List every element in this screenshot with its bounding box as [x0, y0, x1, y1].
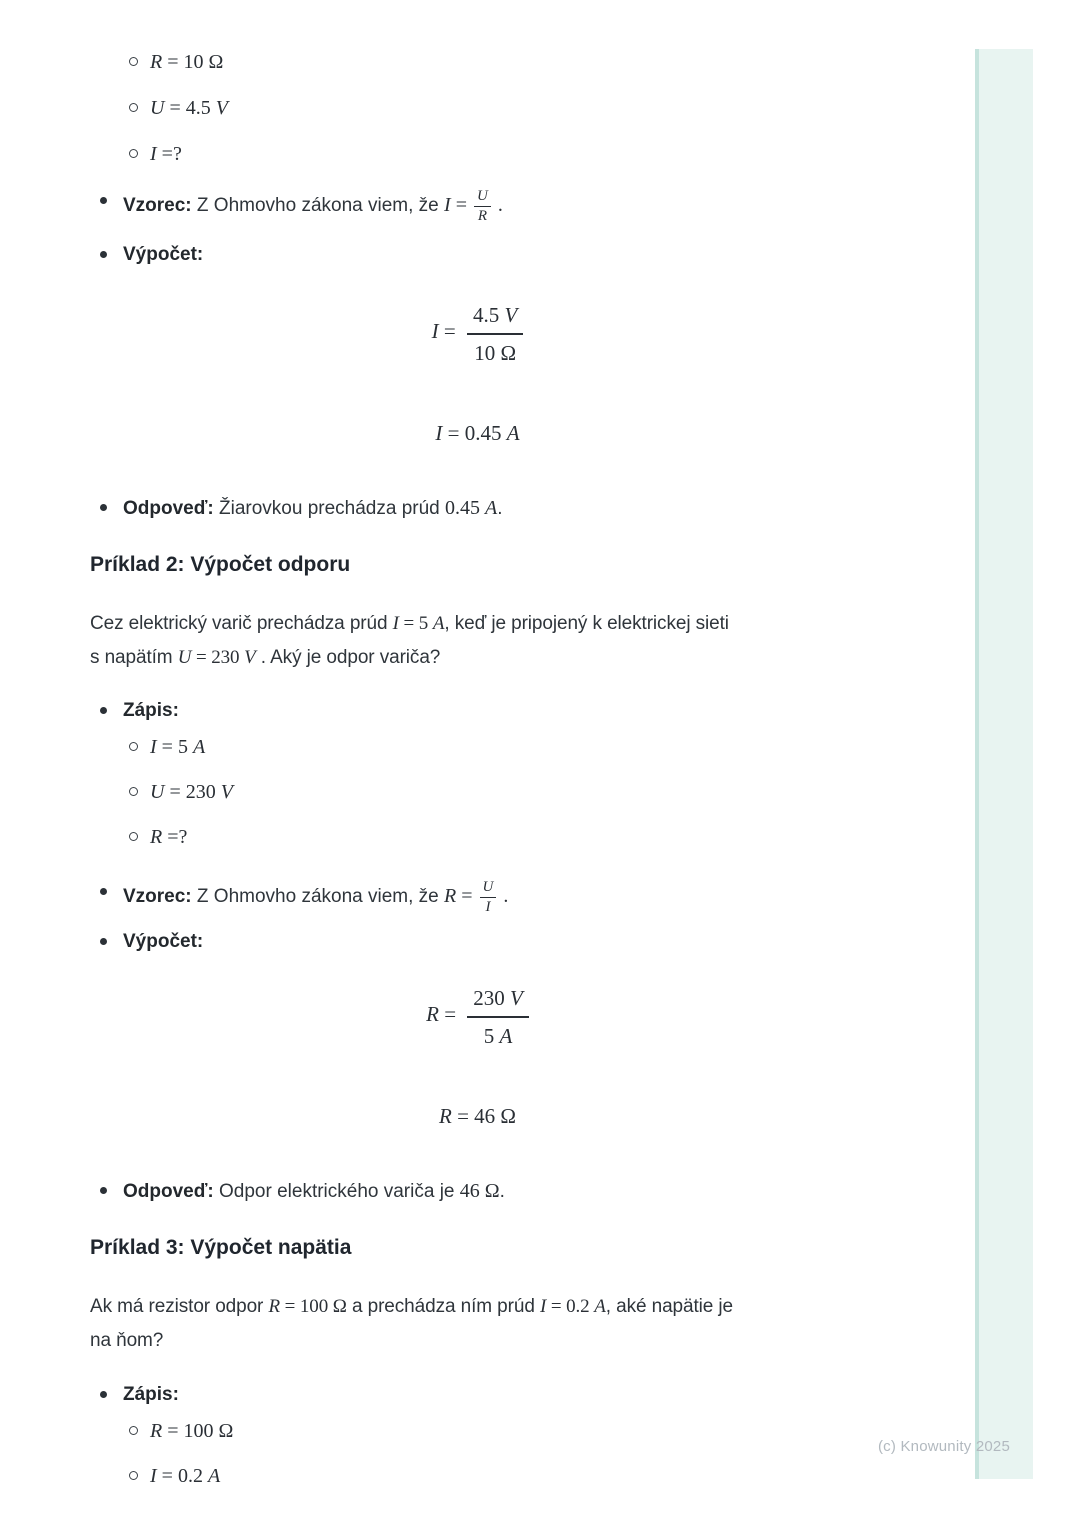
- math-value: I = 5 A: [150, 736, 206, 758]
- example2-intro: Cez elektrický varič prechádza prúd I = 5 A, keď je pripojený k elektrickej sieti s napätím U = 230 V . Aký je odpor variča?: [90, 613, 729, 668]
- odpoved-item: [100, 495, 865, 522]
- vypocet-label: Výpočet:: [123, 244, 204, 265]
- list-item-unknown-i: [129, 142, 865, 168]
- document-content: [90, 0, 865, 1507]
- example2-heading: Príklad 2: Výpočet odporu: [90, 553, 351, 576]
- vzorec-item: [100, 188, 865, 224]
- odpoved-label: Odpoveď:: [123, 498, 214, 519]
- math-value: R = 10 Ω: [150, 51, 224, 73]
- example1-bullet-list: [100, 188, 865, 268]
- list-item-given-u: [129, 96, 865, 122]
- equation-example1-fraction: [90, 300, 865, 368]
- zapis-item: [100, 698, 865, 850]
- example1-zapis-list: [129, 50, 865, 168]
- odpoved-item: [100, 1178, 865, 1205]
- equation-lhs: R =: [426, 1002, 462, 1027]
- zapis-label: Zápis:: [123, 1384, 179, 1405]
- vzorec-text: Z Ohmovho zákona viem, že R = $\frac{U}{I}$ .: [191, 879, 509, 915]
- list-item-given-r: [129, 50, 865, 76]
- example1-answer-list: [100, 495, 865, 522]
- equation-result-value: I = 0.45 A: [435, 421, 520, 445]
- vypocet-label: Výpočet:: [123, 931, 204, 952]
- list-item-given-i: [129, 735, 865, 760]
- example3-heading: Príklad 3: Výpočet napätia: [90, 1236, 352, 1259]
- vypocet-item: [100, 929, 865, 955]
- odpoved-text: Žiarovkou prechádza prúd 0.45 A.: [213, 497, 503, 519]
- vzorec-text: Z Ohmovho zákona viem, že I = $\frac{U}{R}$ .: [191, 188, 503, 224]
- odpoved-text: Odpor elektrického variča je 46 Ω.: [213, 1180, 505, 1202]
- watermark: (c) Knowunity 2025: [877, 1438, 1010, 1455]
- math-value: U = 230 V: [150, 781, 233, 803]
- vypocet-item: [100, 242, 865, 268]
- fraction-numerator: 230 V: [467, 983, 529, 1018]
- list-item-given-r: [129, 1419, 865, 1444]
- math-value: I =?: [150, 143, 182, 165]
- vzorec-label: Vzorec:: [123, 195, 192, 217]
- example3-intro: Ak má rezistor odpor R = 100 Ω a prechádza ním prúd I = 0.2 A, aké napätie je na ňom?: [90, 1296, 734, 1351]
- equation-result-value: R = 46 Ω: [438, 1104, 517, 1128]
- fraction: [467, 300, 523, 368]
- math-value: R = 100 Ω: [150, 1420, 234, 1442]
- accent-highlight-bar: [975, 49, 1033, 1479]
- equation-example1-result: [90, 420, 865, 449]
- list-item-unknown-r: [129, 825, 865, 850]
- equation-example2-result: [90, 1103, 865, 1132]
- equation-example2-fraction: [90, 983, 865, 1051]
- example3-zapis-list: [129, 1419, 865, 1489]
- example2-bullet-list: [100, 698, 865, 955]
- list-item-given-u: [129, 780, 865, 805]
- zapis-label: Zápis:: [123, 700, 179, 721]
- math-value: R =?: [150, 826, 188, 848]
- example2-zapis-list: [129, 735, 865, 850]
- zapis-item: [100, 1382, 865, 1489]
- fraction: [467, 983, 529, 1051]
- math-value: U = 4.5 V: [150, 97, 228, 119]
- math-value: I = 0.2 A: [150, 1465, 221, 1487]
- example2-answer-list: [100, 1178, 865, 1205]
- equation-lhs: I =: [431, 319, 461, 344]
- vzorec-item: [100, 879, 865, 915]
- fraction-numerator: 4.5 V: [467, 300, 523, 335]
- fraction-denominator: 5 A: [483, 1024, 513, 1048]
- odpoved-label: Odpoveď:: [123, 1181, 214, 1202]
- example3-bullet-list: [100, 1382, 865, 1489]
- fraction-denominator: 10 Ω: [474, 341, 517, 365]
- vzorec-label: Vzorec:: [123, 886, 192, 908]
- list-item-given-i: [129, 1464, 865, 1489]
